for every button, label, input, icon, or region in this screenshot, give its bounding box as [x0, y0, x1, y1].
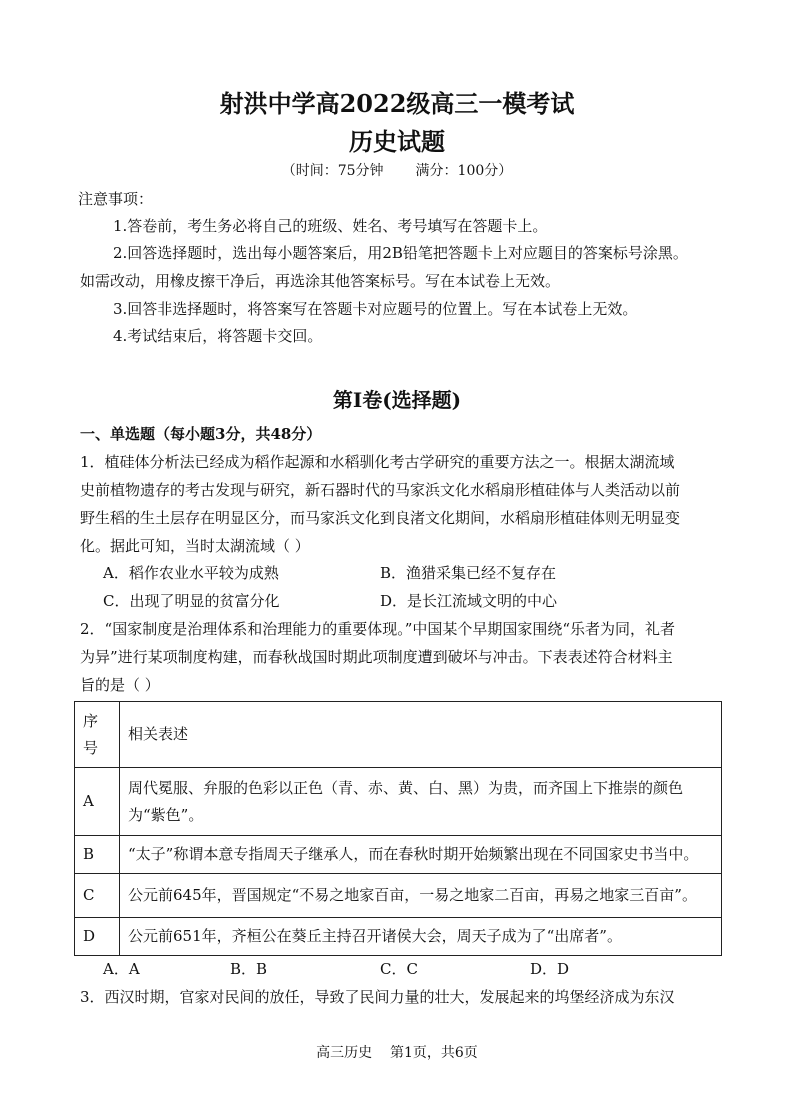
table-row-desc: 公元前651年，齐桓公在葵丘主持召开诸侯大会，周天子成为了“出席者”。	[120, 918, 722, 956]
q1-option-b[interactable]: B．渔猎采集已经不复存在	[380, 564, 557, 582]
table-header-desc: 相关表述	[120, 702, 722, 768]
exam-title: 射洪中学高2022级高三一模考试	[219, 89, 575, 118]
notice-item-2: 2.回答选择题时，选出每小题答案后，用2B铅笔把答题卡上对应题目的答案标号涂黑。	[113, 244, 688, 262]
subject-title: 历史试题	[349, 127, 445, 156]
table-row-desc	[120, 768, 722, 836]
table-row	[75, 768, 722, 836]
page-footer	[0, 1042, 794, 1062]
q3-line-1: 3．西汉时期，官家对民间的放任，导致了民间力量的壮大，发展起来的坞堡经济成为东汉	[80, 988, 675, 1006]
q2-line-1: 2．“国家制度是治理体系和治理能力的重要体现。”中国某个早期国家围绕“乐者为同，礼者	[80, 620, 676, 638]
notice-item-2-cont: 如需改动，用橡皮擦干净后，再选涂其他答案标号。写在本试卷上无效。	[80, 272, 561, 290]
exam-time: （时间：75分钟	[281, 163, 384, 179]
table-row-key: D	[75, 918, 120, 956]
q1-option-a[interactable]: A．稻作农业水平较为成熟	[103, 564, 279, 582]
q1-option-d[interactable]: D．是长江流域文明的中心	[380, 592, 558, 610]
footer-page-number: 第1页，共6页	[389, 1045, 478, 1061]
table-row-desc-line-2: 为“紫色”。	[128, 805, 204, 824]
q1-line-2: 史前植物遗存的考古发现与研究，新石器时代的马家浜文化水稻扇形植硅体与人类活动以前	[80, 481, 681, 499]
notice-item-3: 3.回答非选择题时，将答案写在答题卡对应题号的位置上。写在本试卷上无效。	[113, 300, 638, 318]
footer-subject: 高三历史	[316, 1045, 373, 1061]
table-row-desc: “太子”称谓本意专指周天子继承人，而在春秋时期开始频繁出现在不同国家史书当中。	[120, 836, 722, 874]
table-row-desc: 公元前645年，晋国规定“不易之地家百亩，一易之地家二百亩，再易之地家三百亩”。	[120, 874, 722, 918]
q2-option-b[interactable]: B．B	[230, 960, 268, 978]
q1-line-1: 1．植硅体分析法已经成为稻作起源和水稻驯化考古学研究的重要方法之一。根据太湖流域	[80, 453, 675, 471]
section-title: 第I卷(选择题)	[332, 388, 462, 412]
q2-line-3: 旨的是（ ）	[80, 676, 160, 694]
q2-option-c[interactable]: C．C	[380, 960, 418, 978]
table-row	[75, 874, 722, 918]
exam-info	[0, 160, 794, 180]
q1-line-4: 化。据此可知，当时太湖流域（ ）	[80, 537, 310, 555]
table-header-key-line-1: 序	[83, 711, 99, 730]
table-header-row	[75, 702, 722, 768]
q2-option-d[interactable]: D．D	[530, 960, 570, 978]
table-row-key: A	[75, 768, 120, 836]
table-row	[75, 836, 722, 874]
exam-score: 满分：100分）	[415, 163, 513, 179]
q1-option-c[interactable]: C．出现了明显的贫富分化	[103, 592, 280, 610]
q2-line-2: 为异”进行某项制度构建，而春秋战国时期此项制度遭到破坏与冲击。下表表述符合材料主	[80, 648, 673, 666]
part-title: 一、单选题（每小题3分，共48分）	[80, 425, 322, 443]
table-header-key-line-2: 号	[83, 738, 99, 757]
table-row-desc-line-1: 周代冕服、弁服的色彩以正色（青、赤、黄、白、黑）为贵，而齐国上下推崇的颜色	[128, 778, 684, 797]
notice-heading: 注意事项：	[78, 190, 154, 208]
table-row	[75, 918, 722, 956]
q1-line-3: 野生稻的生土层存在明显区分，而马家浜文化到良渚文化期间，水稻扇形植硅体则无明显变	[80, 509, 681, 527]
notice-item-1: 1.答卷前，考生务必将自己的班级、姓名、考号填写在答题卡上。	[113, 217, 548, 235]
table-row-key: C	[75, 874, 120, 918]
table-row-key: B	[75, 836, 120, 874]
table-header-key	[75, 702, 120, 768]
notice-item-4: 4.考试结束后，将答题卡交回。	[113, 327, 323, 345]
q2-option-a[interactable]: A．A	[103, 960, 140, 978]
q2-table	[74, 701, 722, 956]
